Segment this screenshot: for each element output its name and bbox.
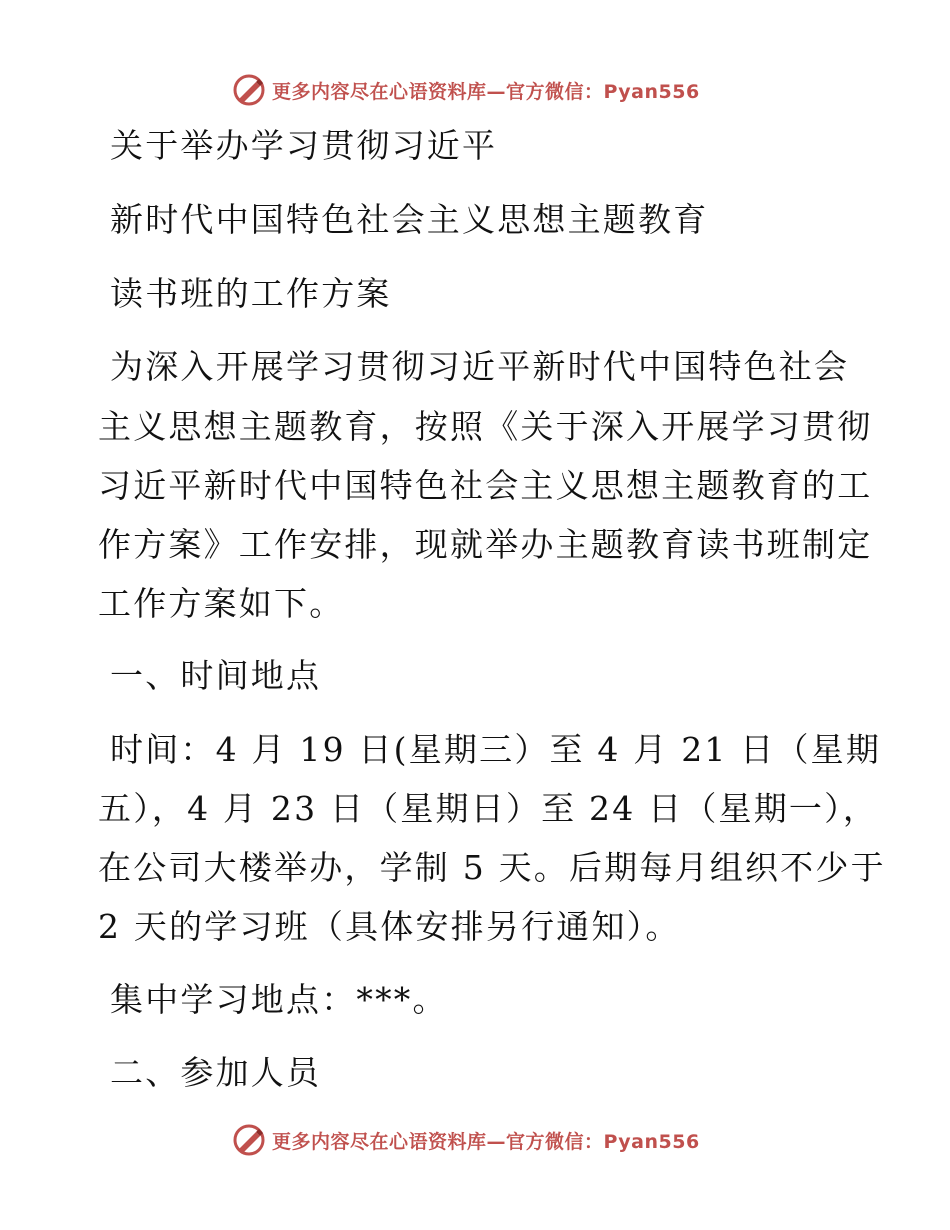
section-heading-1: 一、时间地点 <box>110 656 322 695</box>
title-line-2: 新时代中国特色社会主义思想主题教育 <box>110 200 709 239</box>
time-line-4: 2 天的学习班（具体安排另行通知）。 <box>98 907 681 946</box>
watermark-text: 更多内容尽在心语资料库—官方微信：Pyan556 <box>272 80 700 103</box>
intro-line-3: 习近平新时代中国特色社会主义思想主题教育的工 <box>98 466 873 505</box>
title-line-3: 读书班的工作方案 <box>110 274 392 313</box>
watermark-banner-top <box>232 72 712 108</box>
pen-logo-icon <box>232 73 266 107</box>
time-line-2: 五），4 月 23 日（星期日）至 24 日（星期一）， <box>98 789 879 828</box>
watermark-text: 更多内容尽在心语资料库—官方微信：Pyan556 <box>272 1130 700 1153</box>
time-line-1: 时间：4 月 19 日(星期三）至 4 月 21 日（星期 <box>110 730 882 769</box>
section-heading-2: 二、参加人员 <box>110 1053 322 1092</box>
intro-line-5: 工作方案如下。 <box>98 584 345 623</box>
intro-line-4: 作方案》工作安排，现就举办主题教育读书班制定 <box>98 525 873 564</box>
location-line: 集中学习地点：***。 <box>110 980 448 1019</box>
pen-logo-icon <box>232 1123 266 1157</box>
intro-line-1: 为深入开展学习贯彻习近平新时代中国特色社会 <box>110 347 850 386</box>
watermark-banner-bottom <box>232 1122 712 1158</box>
intro-line-2: 主义思想主题教育，按照《关于深入开展学习贯彻 <box>98 407 873 446</box>
time-line-3: 在公司大楼举办，学制 5 天。后期每月组织不少于 <box>98 848 886 887</box>
title-line-1: 关于举办学习贯彻习近平 <box>110 126 498 165</box>
